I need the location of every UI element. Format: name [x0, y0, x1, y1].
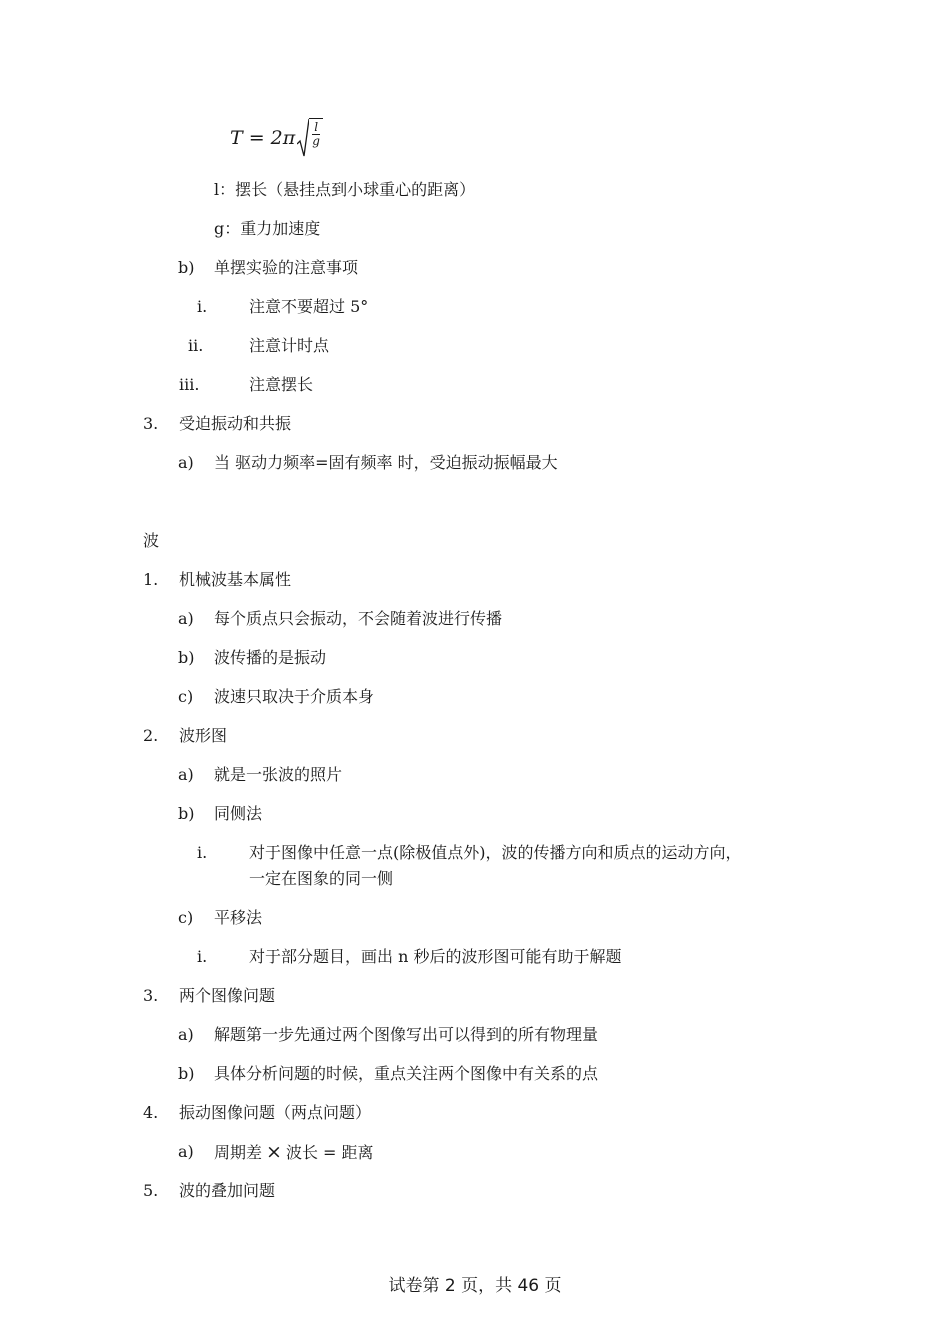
list-text: 波: [143, 531, 160, 550]
list-marker: b): [178, 804, 195, 823]
list-text: 注意不要超过 5°: [249, 297, 369, 316]
text-part: 波长 = 距离: [285, 1143, 374, 1162]
list-text: 解题第一步先通过两个图像写出可以得到的所有物理量: [214, 1025, 599, 1044]
list-text: 单摆实验的注意事项: [214, 258, 359, 277]
list-marker: b): [178, 1064, 195, 1083]
list-marker: a): [178, 609, 194, 628]
page-footer: 试卷第 2 页，共 46 页: [388, 1276, 562, 1296]
list-text: 受迫振动和共振: [179, 414, 292, 433]
fraction-denominator: g: [312, 134, 320, 149]
list-marker: 3.: [143, 414, 159, 433]
list-text: 振动图像问题（两点问题）: [179, 1103, 372, 1122]
formula-equals: =: [248, 127, 265, 149]
list-text: 具体分析问题的时候，重点关注两个图像中有关系的点: [214, 1064, 599, 1083]
list-marker: a): [178, 1025, 194, 1044]
list-marker: 1.: [143, 570, 159, 589]
list-marker: 2.: [143, 726, 159, 745]
list-text: 当 驱动力频率=固有频率 时，受迫振动振幅最大: [214, 453, 558, 472]
list-text: 同侧法: [214, 804, 263, 823]
list-marker: 3.: [143, 986, 159, 1005]
list-text: 每个质点只会振动，不会随着波进行传播: [214, 609, 503, 628]
list-marker: a): [178, 453, 194, 472]
list-marker: i.: [197, 297, 208, 316]
list-marker: ii.: [188, 336, 204, 355]
list-marker: i.: [197, 947, 208, 966]
text-part: 周期差: [214, 1143, 263, 1162]
fraction-numerator: l: [314, 120, 319, 134]
list-text: 对于部分题目，画出 n 秒后的波形图可能有助于解题: [249, 947, 622, 966]
list-marker: c): [178, 908, 194, 927]
list-text: 机械波基本属性: [179, 570, 292, 589]
list-text: 波速只取决于介质本身: [214, 687, 375, 706]
list-marker: 5.: [143, 1181, 159, 1200]
pendulum-period-formula: [230, 118, 323, 158]
list-text: 一定在图象的同一侧: [249, 869, 394, 888]
list-marker: a): [178, 765, 194, 784]
square-root: [297, 118, 323, 158]
list-text: 就是一张波的照片: [214, 765, 343, 784]
list-text: [214, 1141, 374, 1164]
list-text: 平移法: [214, 908, 263, 927]
list-marker: a): [178, 1142, 194, 1161]
list-text: 注意计时点: [249, 336, 330, 355]
list-text: l：摆长（悬挂点到小球重心的距离）: [214, 180, 476, 199]
list-text: 两个图像问题: [179, 986, 276, 1005]
list-marker: b): [178, 648, 195, 667]
radical-sign-icon: [297, 118, 309, 158]
list-text: 注意摆长: [249, 375, 314, 394]
list-marker: c): [178, 687, 194, 706]
list-marker: iii.: [179, 375, 200, 394]
formula-coefficient: 2π: [270, 127, 296, 149]
list-text: 波形图: [179, 726, 228, 745]
list-text: g：重力加速度: [214, 219, 321, 238]
list-marker: b): [178, 258, 195, 277]
fraction: [309, 118, 323, 158]
list-text: 对于图像中任意一点(除极值点外)，波的传播方向和质点的运动方向，: [249, 843, 742, 862]
formula-lhs: T: [230, 127, 243, 149]
multiply-icon: ×: [266, 1141, 282, 1163]
list-text: 波的叠加问题: [179, 1181, 276, 1200]
list-text: 波传播的是振动: [214, 648, 327, 667]
list-marker: i.: [197, 843, 208, 862]
list-marker: 4.: [143, 1103, 159, 1122]
